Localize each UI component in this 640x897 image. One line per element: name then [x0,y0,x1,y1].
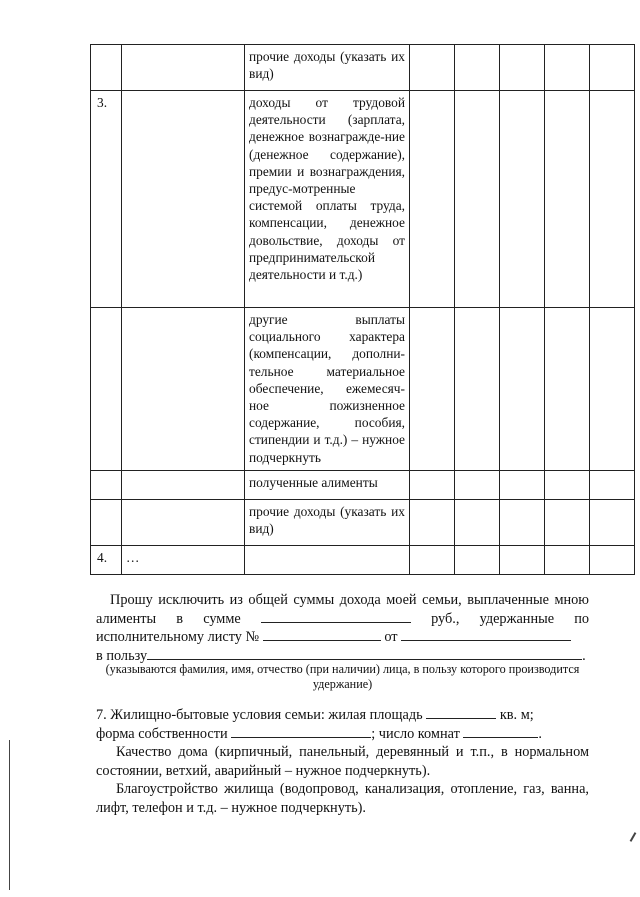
table-cell [500,471,545,500]
table-cell [455,45,500,91]
table-cell [455,91,500,308]
row-number: 4. [91,546,122,575]
table-row [91,308,635,471]
amount-blank[interactable] [261,610,411,623]
table-cell [590,91,635,308]
table-cell [455,471,500,500]
row-description [245,546,410,575]
table-cell [500,546,545,575]
row-description: другие выплаты социального характера (компенсации, дополни-тельное материальное обеспечение, ежемесяч-ное пожизненное содержание, пособия, стипендии и т.д.) – нужное подчеркнуть [245,308,410,471]
table-cell [500,45,545,91]
table-cell [410,546,455,575]
table-cell [455,546,500,575]
table-cell [500,91,545,308]
from-text: от [384,629,398,645]
table-cell [545,500,590,546]
row-number: 3. [91,91,122,308]
rub-text: руб., удержанные по исполнительному листу № [96,610,590,645]
sq-m-text: кв. м; [499,707,534,723]
rooms-blank[interactable] [463,725,538,738]
table-cell [500,500,545,546]
table-cell [590,500,635,546]
house-quality-text: Качество дома (кирпичный, панельный, деревянный и т.п., в нормальном состоянии, ветхий, аварийный – нужное подчеркнуть). [96,744,589,779]
row-description: полученные алименты [245,471,410,500]
table-cell [410,45,455,91]
row-name [122,471,245,500]
row-description: прочие доходы (указать их вид) [245,500,410,546]
housing-area-text: 7. Жилищно-бытовые условия семьи: жилая площадь [96,707,423,723]
ownership-blank[interactable] [231,725,371,738]
table-cell [545,45,590,91]
row-number [91,471,122,500]
table-cell [410,500,455,546]
table-cell [545,308,590,471]
row-name: … [122,546,245,575]
row-name [122,91,245,308]
table-cell [455,308,500,471]
row-number [91,308,122,471]
row-description: доходы от трудовой деятельности (зарплата, денежное вознагражде-ние (денежное содержание), премии и вознаграждения, предус-мотренные системой оплаты труда, компенсации, денежное довольствие, доходы от предпринимательской деятельности и т.д.) [245,91,410,308]
writ-number-blank[interactable] [263,628,381,641]
row-name [122,500,245,546]
row-number [91,500,122,546]
table-cell [455,500,500,546]
rooms-text: ; число комнат [371,725,460,742]
table-cell [590,546,635,575]
table-cell [545,471,590,500]
amenities-text: Благоустройство жилища (водопровод, канализация, отопление, газ, ванна, лифт, телефон и т.д. – нужное подчеркнуть). [96,781,589,816]
housing-paragraph: 7. Жилищно-бытовые условия семьи: жилая площадь кв. м; форма собственности ; число комнат . Качество дома (кирпичный, панельный, деревянный и т.п., в нормальном состоянии, ветхий, аварийный – нужное подчеркнуть). Благоустройство жилища (водопровод, канализация, отопление, газ, ванна, лифт, телефон и т.д. – нужное подчеркнуть). [96,707,589,816]
in-favor-blank[interactable] [147,647,582,660]
alimony-text: Прошу исключить из общей суммы дохода моей семьи, выплаченные мною алименты в сумме [96,592,589,627]
table-cell [500,308,545,471]
table-cell [590,45,635,91]
scan-edge-mark [9,740,10,890]
writ-date-blank[interactable] [401,628,571,641]
income-table [90,44,635,575]
table-cell [590,308,635,471]
table-cell [545,546,590,575]
row-description: прочие доходы (указать их вид) [245,45,410,91]
table-row [91,91,635,308]
table-cell [410,471,455,500]
table-row [91,471,635,500]
table-row [91,500,635,546]
table-cell [410,308,455,471]
alimony-paragraph: Прошу исключить из общей суммы дохода моей семьи, выплаченные мною алименты в сумме руб., удержанные по исполнительному листу № от в пользу . [96,592,590,664]
living-area-blank[interactable] [426,706,496,719]
scan-speck [630,832,637,842]
table-row [91,45,635,91]
in-favor-note: (указываются фамилия, имя, отчество (при наличии) лица, в пользу которого производится удержание) [105,662,580,691]
table-cell [410,91,455,308]
row-name [122,45,245,91]
row-number [91,45,122,91]
table-cell [545,91,590,308]
table-row [91,546,635,575]
ownership-text: форма собственности [96,725,228,742]
table-cell [590,471,635,500]
in-favor-text: в пользу [96,647,148,664]
row-name [122,308,245,471]
